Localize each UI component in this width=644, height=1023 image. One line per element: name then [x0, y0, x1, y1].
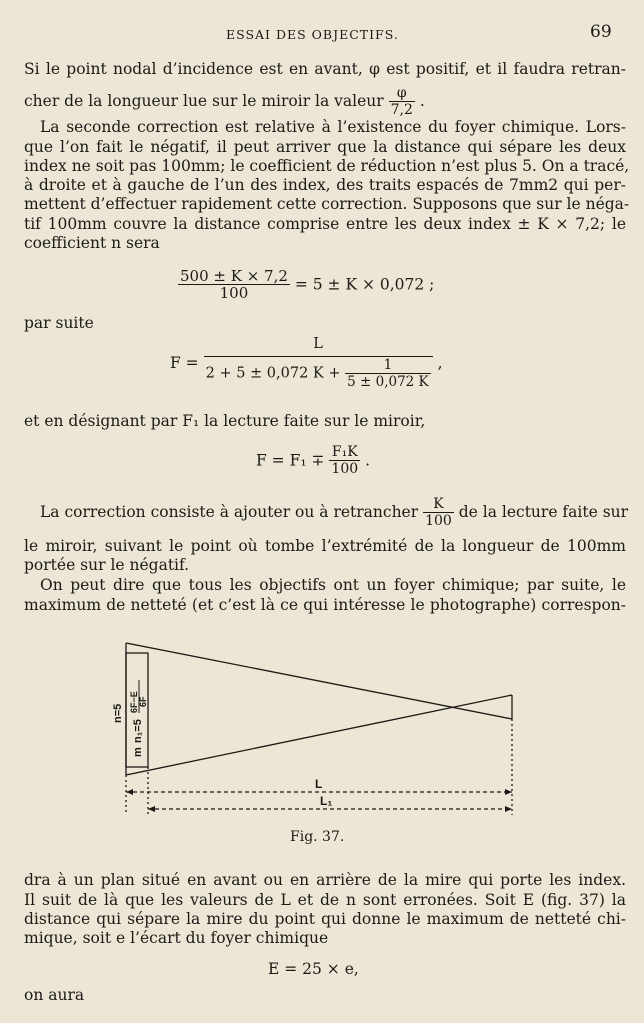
lower-ray: [126, 695, 512, 775]
eq3-num: F₁K: [329, 444, 360, 461]
label-frac-num: 6F−E: [129, 691, 139, 713]
eq3-lhs: F = F₁ ∓: [256, 451, 325, 470]
para3: et en désignant par F₁ la lecture faite sur le miroir,: [24, 412, 426, 430]
eq3-den: 100: [331, 461, 359, 477]
para6-line1: dra à un plan situé en avant ou en arrière de la mire qui porte les index.: [24, 871, 626, 889]
equation-coefficient-n: [178, 268, 434, 301]
para1-line2-text: cher de la longueur lue sur le miroir la valeur: [24, 92, 384, 110]
para2-line3: index ne soit pas 100mm; le coefficient de réduction n’est plus 5. On a tracé,: [24, 157, 630, 175]
para2-line5: mettent d’effectuer rapidement cette correction. Supposons que sur le néga-: [24, 195, 630, 213]
para1-line2: [24, 85, 626, 119]
eq2-den: [204, 357, 433, 390]
figure-caption: Fig. 37.: [290, 829, 345, 845]
eq1-fraction: [178, 268, 290, 301]
para2-line2: que l’on fait le négatif, il peut arriver que la distance qui sépare les deux: [24, 138, 626, 156]
eq3-fraction: [329, 444, 360, 477]
eq2-den-a: 2 + 5 ± 0,072 K +: [205, 365, 341, 382]
label-L: L: [315, 777, 323, 791]
label-frac-den: 6F: [138, 696, 148, 707]
label-m: m: [132, 747, 144, 757]
label-n-equals-5: n=5: [112, 703, 124, 723]
eq1-den: 100: [219, 284, 249, 302]
fraction-phi-over-7-2: [389, 85, 415, 118]
arrow-L-right: [505, 789, 512, 795]
eq2-fraction: [204, 336, 433, 390]
label-L1: L₁: [320, 794, 333, 808]
para2-line4: à droite et à gauche de l’un des index, des traits espacés de 7mm2 qui per-: [24, 176, 626, 194]
para4-line2: le miroir, suivant le point où tombe l’extrémité de la longueur de 100mm: [24, 537, 626, 555]
label-n1-equals-5: n₁=5: [132, 719, 144, 743]
figure-37-diagram: [110, 635, 530, 825]
running-title: ESSAI DES OBJECTIFS.: [226, 27, 399, 42]
para6-line2: Il suit de là que les valeurs de L et de n sont erronées. Soit E (fig. 37) la: [24, 891, 626, 909]
para6-line3: distance qui sépare la mire du point qui donne le maximum de netteté chi-: [24, 910, 626, 928]
eq2-inner-fraction: [345, 357, 431, 390]
on-aura: on aura: [24, 986, 85, 1004]
par-suite: par suite: [24, 314, 94, 332]
eq1-rest: = 5 ± K × 0,072 ;: [294, 275, 435, 294]
page-number: 69: [590, 22, 612, 42]
para1-line1: Si le point nodal d’incidence est en avant, φ est positif, et il faudra retran-: [24, 60, 626, 78]
arrow-L1-right: [505, 806, 512, 812]
eq2-inner-num: 1: [345, 357, 431, 374]
para2-line7: coefficient n sera: [24, 234, 160, 252]
frac-den: 7,2: [390, 102, 413, 118]
arrow-L-left: [126, 789, 133, 795]
eq2-end: ,: [437, 354, 443, 372]
para4-line1-end: de la lecture faite sur: [458, 503, 629, 521]
eq2-num: L: [204, 336, 433, 357]
eq2-inner-den: 5 ± 0,072 K: [347, 374, 429, 390]
eq2-lhs: F =: [170, 354, 199, 372]
para5-line2: maximum de netteté (et c’est là ce qui intéresse le photographe) correspon-: [24, 596, 626, 614]
para4-line1: [40, 496, 629, 532]
para4-line1-text: La correction consiste à ajouter ou à retrancher: [40, 503, 419, 521]
para2-line1: La seconde correction est relative à l’existence du foyer chimique. Lors-: [40, 118, 626, 136]
para4-line3: portée sur le négatif.: [24, 556, 190, 574]
para2-line6: tif 100mm couvre la distance comprise entre les deux index ± K × 7,2; le: [24, 215, 626, 233]
frac-k-den: 100: [425, 513, 452, 529]
fraction-K-over-100: [423, 496, 454, 529]
equation-F-F1: [256, 444, 370, 477]
arrow-L1-left: [148, 806, 155, 812]
para1-line2-end: .: [419, 92, 425, 110]
eq1-num: 500 ± K × 7,2: [180, 267, 288, 285]
eq3-end: .: [365, 451, 371, 470]
equation-F: [170, 336, 443, 390]
para6-line4: mique, soit e l’écart du foyer chimique: [24, 929, 329, 947]
frac-k-num: K: [423, 496, 454, 513]
frac-num: φ: [389, 85, 415, 102]
para5-line1: On peut dire que tous les objectifs ont un foyer chimique; par suite, le: [40, 576, 626, 594]
equation-E: E = 25 × e,: [268, 960, 359, 978]
